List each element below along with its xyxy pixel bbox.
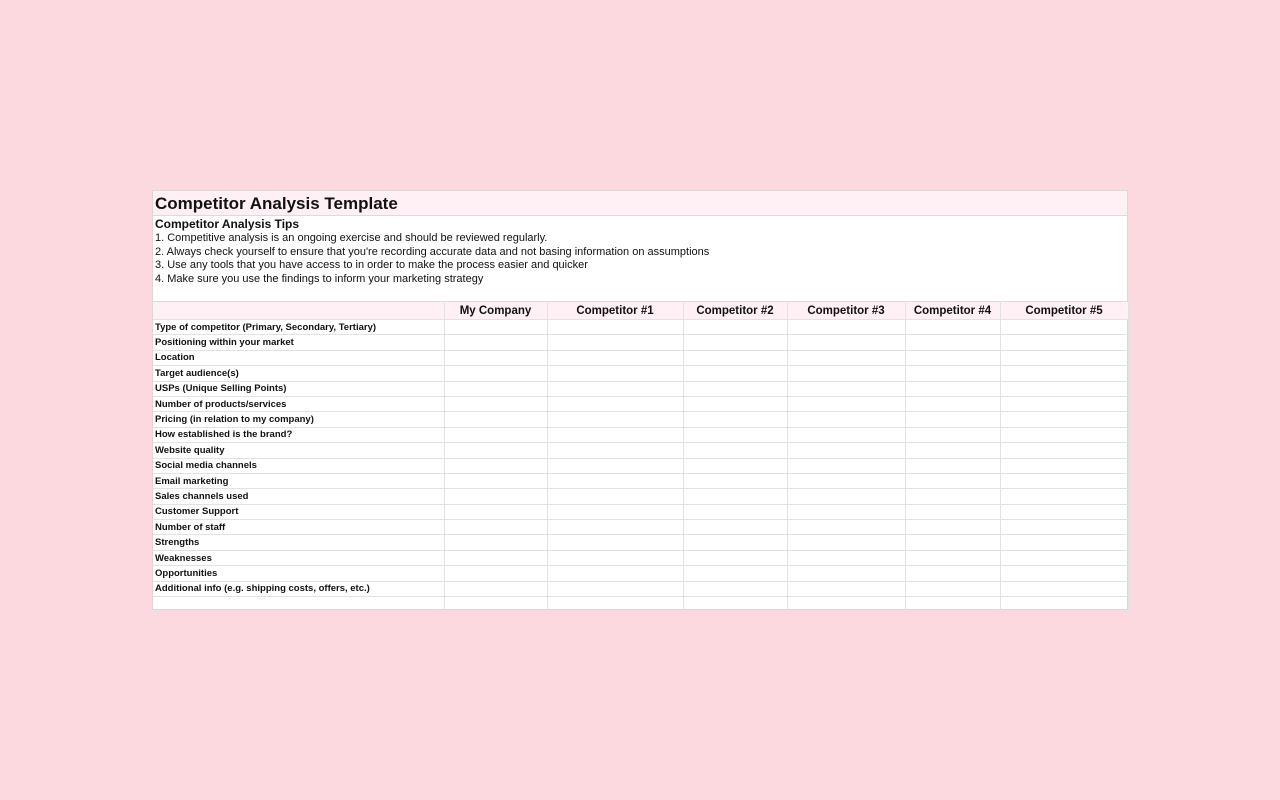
data-cell[interactable]: [787, 458, 905, 473]
data-cell[interactable]: [683, 550, 787, 565]
data-cell[interactable]: [905, 350, 1000, 365]
table-body: [153, 320, 1128, 612]
data-cell[interactable]: [787, 489, 905, 504]
data-cell[interactable]: [683, 320, 787, 335]
data-cell[interactable]: [683, 396, 787, 411]
data-cell[interactable]: [444, 350, 547, 365]
data-cell[interactable]: [444, 396, 547, 411]
row-label-cell[interactable]: How established is the brand?: [153, 427, 444, 442]
data-cell[interactable]: [787, 550, 905, 565]
competitor-table: [153, 301, 1129, 612]
column-header[interactable]: Competitor #4: [905, 302, 1000, 320]
data-cell[interactable]: [444, 581, 547, 596]
table-row: [153, 366, 1128, 381]
row-label-cell[interactable]: Sales channels used: [153, 489, 444, 504]
data-cell[interactable]: [905, 520, 1000, 535]
data-cell[interactable]: [547, 427, 683, 442]
data-cell[interactable]: [444, 427, 547, 442]
table-row: [153, 550, 1128, 565]
data-cell[interactable]: [787, 473, 905, 488]
data-cell[interactable]: [547, 550, 683, 565]
data-cell[interactable]: [905, 335, 1000, 350]
data-cell[interactable]: [787, 396, 905, 411]
data-cell[interactable]: [683, 581, 787, 596]
data-cell[interactable]: [905, 581, 1000, 596]
data-cell[interactable]: [444, 458, 547, 473]
data-cell[interactable]: [1000, 412, 1128, 427]
data-cell[interactable]: [1000, 489, 1128, 504]
row-label-cell[interactable]: Number of products/services: [153, 396, 444, 411]
data-cell[interactable]: [547, 396, 683, 411]
data-cell[interactable]: [1000, 550, 1128, 565]
table-row: [153, 320, 1128, 335]
data-cell[interactable]: [787, 381, 905, 396]
row-label-cell[interactable]: Weaknesses: [153, 550, 444, 565]
data-cell[interactable]: [1000, 504, 1128, 519]
data-cell[interactable]: [683, 443, 787, 458]
column-header[interactable]: Competitor #2: [683, 302, 787, 320]
table-row: [153, 412, 1128, 427]
data-cell[interactable]: [683, 597, 787, 612]
data-cell[interactable]: [1000, 350, 1128, 365]
data-cell[interactable]: [444, 597, 547, 612]
data-cell[interactable]: [787, 350, 905, 365]
data-cell[interactable]: [444, 381, 547, 396]
data-cell[interactable]: [683, 427, 787, 442]
data-cell[interactable]: [444, 566, 547, 581]
tips-heading: Competitor Analysis Tips: [155, 217, 300, 231]
data-cell[interactable]: [683, 489, 787, 504]
row-label-cell[interactable]: USPs (Unique Selling Points): [153, 381, 444, 396]
data-cell[interactable]: [547, 381, 683, 396]
data-cell[interactable]: [444, 443, 547, 458]
data-cell[interactable]: [683, 412, 787, 427]
table-row: [153, 597, 1128, 612]
row-label-cell[interactable]: Email marketing: [153, 473, 444, 488]
data-cell[interactable]: [905, 550, 1000, 565]
data-cell[interactable]: [547, 473, 683, 488]
data-cell[interactable]: [683, 366, 787, 381]
data-cell[interactable]: [787, 566, 905, 581]
column-header[interactable]: My Company: [444, 302, 547, 320]
data-cell[interactable]: [683, 335, 787, 350]
header-cell-blank[interactable]: [153, 302, 444, 320]
data-cell[interactable]: [1000, 335, 1128, 350]
column-header[interactable]: Competitor #3: [787, 302, 905, 320]
data-cell[interactable]: [905, 504, 1000, 519]
data-cell[interactable]: [547, 504, 683, 519]
data-cell[interactable]: [1000, 320, 1128, 335]
data-cell[interactable]: [683, 520, 787, 535]
data-cell[interactable]: [1000, 427, 1128, 442]
row-label-cell[interactable]: Positioning within your market: [153, 335, 444, 350]
sheet-title[interactable]: Competitor Analysis Template: [153, 191, 1127, 216]
data-cell[interactable]: [547, 366, 683, 381]
data-cell[interactable]: [547, 412, 683, 427]
data-cell[interactable]: [787, 427, 905, 442]
data-cell[interactable]: [905, 473, 1000, 488]
table-row: [153, 443, 1128, 458]
data-cell[interactable]: [787, 597, 905, 612]
table-row: [153, 335, 1128, 350]
tip-item: 2. Always check yourself to ensure that you're recording accurate data and not basing information on assumptions: [155, 245, 710, 258]
data-cell[interactable]: [787, 581, 905, 596]
row-label-cell[interactable]: [153, 597, 444, 612]
data-cell[interactable]: [547, 350, 683, 365]
column-header[interactable]: Competitor #5: [1000, 302, 1128, 320]
column-header[interactable]: Competitor #1: [547, 302, 683, 320]
data-cell[interactable]: [1000, 366, 1128, 381]
data-cell[interactable]: [905, 381, 1000, 396]
table-row: [153, 427, 1128, 442]
data-cell[interactable]: [683, 458, 787, 473]
row-label-cell[interactable]: Type of competitor (Primary, Secondary, Tertiary): [153, 320, 444, 335]
data-cell[interactable]: [547, 597, 683, 612]
data-cell[interactable]: [547, 458, 683, 473]
data-cell[interactable]: [787, 320, 905, 335]
tip-item: 4. Make sure you use the findings to inform your marketing strategy: [155, 273, 484, 286]
row-label-cell[interactable]: Number of staff: [153, 520, 444, 535]
data-cell[interactable]: [1000, 597, 1128, 612]
data-cell[interactable]: [787, 412, 905, 427]
data-cell[interactable]: [787, 520, 905, 535]
data-cell[interactable]: [905, 535, 1000, 550]
row-label-cell[interactable]: Target audience(s): [153, 366, 444, 381]
data-cell[interactable]: [787, 366, 905, 381]
spreadsheet: [152, 190, 1128, 610]
data-cell[interactable]: [547, 489, 683, 504]
data-cell[interactable]: [444, 320, 547, 335]
row-label-cell[interactable]: Pricing (in relation to my company): [153, 412, 444, 427]
data-cell[interactable]: [1000, 458, 1128, 473]
data-cell[interactable]: [905, 396, 1000, 411]
data-cell[interactable]: [444, 366, 547, 381]
table-row: [153, 566, 1128, 581]
data-cell[interactable]: [1000, 581, 1128, 596]
data-cell[interactable]: [444, 473, 547, 488]
data-cell[interactable]: [787, 535, 905, 550]
row-label-cell[interactable]: Customer Support: [153, 504, 444, 519]
data-cell[interactable]: [683, 473, 787, 488]
data-cell[interactable]: [1000, 381, 1128, 396]
data-cell[interactable]: [444, 550, 547, 565]
data-cell[interactable]: [905, 566, 1000, 581]
data-cell[interactable]: [547, 535, 683, 550]
data-cell[interactable]: [683, 381, 787, 396]
data-cell[interactable]: [683, 566, 787, 581]
table-row: [153, 458, 1128, 473]
data-cell[interactable]: [444, 504, 547, 519]
table-row: [153, 473, 1128, 488]
table-row: [153, 396, 1128, 411]
row-label-cell[interactable]: Social media channels: [153, 458, 444, 473]
data-cell[interactable]: [547, 443, 683, 458]
data-cell[interactable]: [444, 412, 547, 427]
data-cell[interactable]: [905, 427, 1000, 442]
table-row: [153, 381, 1128, 396]
data-cell[interactable]: [905, 412, 1000, 427]
table-row: [153, 489, 1128, 504]
data-cell[interactable]: [905, 597, 1000, 612]
row-label-cell[interactable]: Additional info (e.g. shipping costs, offers, etc.): [153, 581, 444, 596]
data-cell[interactable]: [1000, 535, 1128, 550]
data-cell[interactable]: [547, 520, 683, 535]
data-cell[interactable]: [1000, 443, 1128, 458]
table-row: [153, 350, 1128, 365]
data-cell[interactable]: [444, 335, 547, 350]
table-row: [153, 520, 1128, 535]
column-header-row: [153, 302, 1128, 320]
data-cell[interactable]: [905, 458, 1000, 473]
data-cell[interactable]: [547, 581, 683, 596]
data-cell[interactable]: [683, 504, 787, 519]
row-label-cell[interactable]: Opportunities: [153, 566, 444, 581]
tip-item: 3. Use any tools that you have access to in order to make the process easier and quicker: [155, 259, 588, 272]
data-cell[interactable]: [444, 535, 547, 550]
data-cell[interactable]: [905, 489, 1000, 504]
data-cell[interactable]: [1000, 473, 1128, 488]
data-cell[interactable]: [905, 443, 1000, 458]
row-label-cell[interactable]: Location: [153, 350, 444, 365]
data-cell[interactable]: [444, 520, 547, 535]
row-label-cell[interactable]: Strengths: [153, 535, 444, 550]
data-cell[interactable]: [547, 335, 683, 350]
tip-item: 1. Competitive analysis is an ongoing exercise and should be reviewed regularly.: [155, 231, 548, 244]
data-cell[interactable]: [905, 320, 1000, 335]
row-label-cell[interactable]: Website quality: [153, 443, 444, 458]
data-cell[interactable]: [787, 443, 905, 458]
data-cell[interactable]: [787, 335, 905, 350]
data-cell[interactable]: [547, 566, 683, 581]
data-cell[interactable]: [1000, 520, 1128, 535]
data-cell[interactable]: [683, 535, 787, 550]
data-cell[interactable]: [683, 350, 787, 365]
table-row: [153, 581, 1128, 596]
tips-cell[interactable]: [153, 216, 1127, 301]
data-cell[interactable]: [1000, 396, 1128, 411]
table-row: [153, 535, 1128, 550]
data-cell[interactable]: [547, 320, 683, 335]
data-cell[interactable]: [444, 489, 547, 504]
data-cell[interactable]: [1000, 566, 1128, 581]
table-row: [153, 504, 1128, 519]
data-cell[interactable]: [905, 366, 1000, 381]
data-cell[interactable]: [787, 504, 905, 519]
